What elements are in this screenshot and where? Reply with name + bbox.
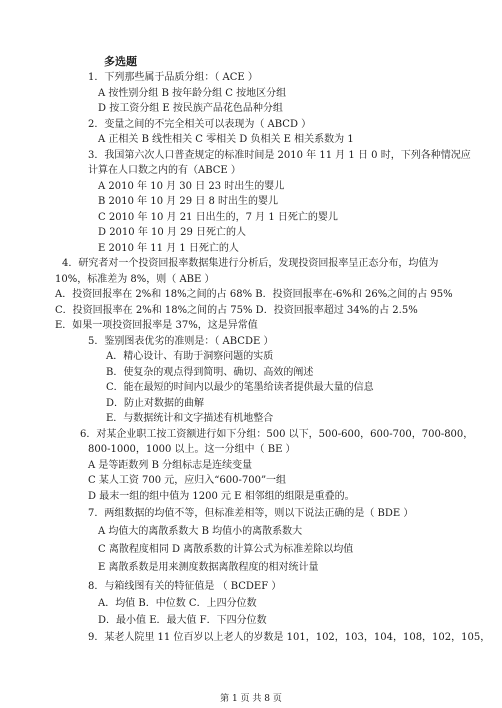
question-4-option-e: E．如果一项投资回报率是 37%，这是异常值 [55, 320, 258, 331]
question-4-cont: 10%，标准差为 8%，则（ ABE ） [55, 274, 215, 285]
question-7-option-e: E 离散系数是用来测度数据离散程度的相对统计量 [98, 562, 319, 573]
question-3-option-a: A 2010 年 10 月 30 日 23 时出生的婴儿 [98, 181, 285, 192]
page-footer: 第 1 页 共 8 页 [220, 694, 282, 704]
question-8: 8．与箱线图有关的特征值是 （ BCDEF ） [88, 581, 282, 592]
question-6-options-ab: A 是等距数列 B 分组标志是连续变量 [88, 460, 253, 471]
question-6: 6．对某企业职工按工资额进行如下分组：500 以下，500-600，600-700，700-800， [80, 429, 474, 440]
question-5-option-a: A．精心设计、有助于洞察问题的实质 [106, 351, 274, 362]
question-5-option-c: C．能在最短的时间内以最少的笔墨给读者提供最大量的信息 [106, 382, 374, 393]
question-4: 4．研究者对一个投资回报率数据集进行分析后，发现投资回报率呈正态分布，均值为 [62, 258, 439, 269]
section-title: 多选题 [104, 55, 137, 68]
question-6-option-c: C 某人工资 700 元，应归入“600-700”一组 [88, 475, 287, 486]
question-1-options-abc: A 按性别分组 B 按年龄分组 C 按地区分组 [98, 88, 287, 99]
question-1: 1．下列那些属于品质分组：（ ACE ） [88, 72, 258, 83]
question-8-options-def: D．最小值 E．最大值 F．下四分位数 [98, 615, 267, 626]
question-7: 7．两组数据的均值不等，但标准差相等，则以下说法正确的是（ BDE ） [88, 508, 414, 519]
question-3-option-c: C 2010 年 10 月 21 日出生的，7 月 1 日死亡的婴儿 [98, 212, 338, 223]
question-5-option-b: B．使复杂的观点得到简明、确切、高效的阐述 [106, 367, 314, 378]
question-4-options-cd: C．投资回报率在 2%和 18%之间的占 75% D．投资回报率超过 34%的占 2.5% [55, 305, 418, 316]
question-3: 3．我国第六次人口普查规定的标准时间是 2010 年 11 月 1 日 0 时，下列各种情况应 [88, 150, 471, 161]
question-7-options-ab: A 均值大的离散系数大 B 均值小的离散系数大 [98, 526, 303, 537]
question-4-options-ab: A．投资回报率在 2%和 18%之间的占 68% B．投资回报率在-6%和 26%之间的占 95% [55, 289, 453, 300]
question-3-option-b: B 2010 年 10 月 29 日 8 时出生的婴儿 [98, 196, 279, 207]
question-2-options: A 正相关 B 线性相关 C 零相关 D 负相关 E 相关系数为 1 [98, 134, 354, 145]
question-5-option-d: D．防止对数据的曲解 [106, 398, 205, 409]
question-1-options-de: D 按工资分组 E 按民族产品花色品种分组 [98, 103, 283, 114]
question-2: 2．变量之间的不完全相关可以表现为（ ABCD ） [88, 119, 312, 130]
question-3-option-d: D 2010 年 10 月 29 日死亡的人 [98, 227, 246, 238]
question-6-options-de: D 最末一组的组中值为 1200 元 E 相邻组的组限是重叠的。 [88, 491, 355, 502]
question-6-cont: 800-1000，1000 以上。这一分组中（ BE ） [88, 444, 296, 455]
question-5: 5．鉴别图表优劣的准则是：（ ABCDE ） [88, 336, 274, 347]
question-3-cont: 计算在人口数之内的有（ABCE ） [88, 165, 241, 176]
question-7-options-cd: C 离散程度相同 D 离散系数的计算公式为标准差除以均值 [98, 544, 354, 555]
question-5-option-e: E．与数据统计和文字描述有机地整合 [106, 413, 274, 424]
question-3-option-e: E 2010 年 11 月 1 日死亡的人 [98, 243, 239, 254]
question-8-options-abc: A．均值 B．中位数 C．上四分位数 [98, 598, 257, 609]
question-9: 9．某老人院里 11 位百岁以上老人的岁数是 101，102，103，104，108，102，105， [88, 632, 491, 643]
